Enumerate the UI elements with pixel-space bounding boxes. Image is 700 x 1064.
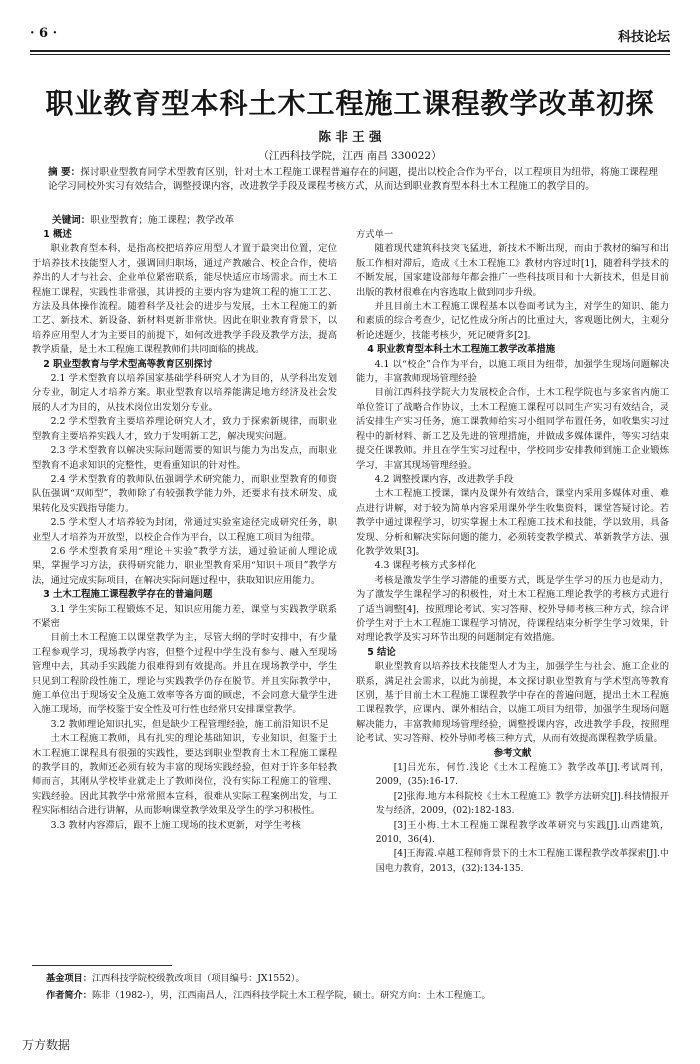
paragraph: 2.5 学术型人才培养较为封闭，常通过实验室途径完成研究任务，职业型人才培养为开放型，以校企合作为平台，以工程施工项目为纽带。 xyxy=(32,517,337,543)
paragraph: 4.1 以“校企”合作为平台，以施工项目为纽带，加强学生现场问题解决能力，丰富教师现场管理经验 xyxy=(356,358,669,385)
abstract-label: 摘 要： xyxy=(48,167,81,178)
paragraph: 2.1 学术型教育以培养国家基础学科研究人才为目的，从学科出发划分专业，制定人才培养方案。职业型教育以培养能满足地方经济及社会发展的人才为目的，从技术岗位出发划分专业。 xyxy=(32,373,337,413)
affiliation: （江西科技学院，江西 南昌 330022） xyxy=(258,150,442,162)
keywords-label: 关键词： xyxy=(52,215,91,226)
paragraph: 随着现代建筑科技突飞猛进，新技术不断出现，而由于教材的编写和出版工作相对滞后，造成《土木工程施工》教材内容过时[1]，随着科学技术的不断发展，国家建设部每年都会推广一些科技项目和十大新技术，但是目前出版的教材很难在内容选取上做到同步升级。 xyxy=(356,243,669,298)
page-number: · 6 · xyxy=(30,26,58,41)
paragraph: 3.2 教师理论知识扎实，但是缺少工程管理经验，施工前沿知识不足 xyxy=(50,718,329,730)
paragraph: 考核是激发学生学习潜能的重要方式，既是学生学习的压力也是动力，为了激发学生课程学习的积极性，对土木工程施工理论教学的考核方式进行了适当调整[4]，按照理论考试、实习答辩、校外导师考核三种方式，综合评价学生对于土木工程施工课程学习情况，待课程结束分析学生学习效果，针对理论教学及实习环节出现的问题制定有效措施。 xyxy=(356,574,669,644)
paragraph: 职业教育型本科，是指高校把培养应用型人才置于最突出位置，定位于培养技术技能型人才，强调回归职场，通过产教融合、校企合作，使培养出的人才与社会、企业单位紧密联系，能尽快适应市场需求。而土木工程施工课程，实践性非常强，其讲授的主要内容为建筑工程的施工工艺、方法及具体操作流程。随着科学及社会的进步与发展，土木工程施工的新工艺、新技术、新设备、新材料更新非常快。因此在职业教育背景下，以培养应用型人才为主要目的前提下，如何改进教学手段及教学方法，提高教学质量，是土木工程施工课程教师们共同面临的挑战。 xyxy=(32,243,337,356)
fund-label: 基金项目： xyxy=(46,973,92,984)
paragraph: 2.4 学术型教育的教师队伍强调学术研究能力，而职业型教育的师资队伍强调“双师型”，教师除了有较强教学能力外，还要求有技术研发、成果转化及实践指导能力。 xyxy=(32,473,337,514)
left-column xyxy=(32,228,337,833)
right-column xyxy=(356,228,669,876)
header-rule-thin xyxy=(30,54,670,55)
abstract xyxy=(48,166,658,194)
reference-item: [1]吕光东，何竹.浅论《土木工程施工》教学改革[J].考试周刊，2009，(35):16-17. xyxy=(375,763,669,788)
fund-text: 江西科技学院校级教改项目（项目编号：JX1552）。 xyxy=(91,973,305,984)
section-heading: 3 土木工程施工课程教学存在的普遍问题 xyxy=(43,589,213,601)
paragraph: 土木工程施工授课，课内及课外有效结合，课堂内采用多媒体对重、难点进行讲解，对于较为简单内容采用课外学生收集资料，课堂答疑讨论。若教学中通过课程学习，切实掌握土木工程施工技术和技能，学以致用，具备发现、分析和解决实际问题的能力，必须转变教学模式、革新教学方法、强化教学效果[3]。 xyxy=(356,488,669,557)
paragraph: 并且目前土木工程施工课程基本以卷面考试为主，对学生的知识、能力和素质的综合考查少，记忆性成分所占的比重过大，客观题比例大，主观分析论述题少，技能考核少，死记硬背多[2]。 xyxy=(356,301,669,341)
page-header xyxy=(30,26,670,46)
keywords xyxy=(52,212,658,226)
paragraph: 目前江西科技学院大力发展校企合作，土木工程学院也与多家省内施工单位签订了战略合作协议，土木工程施工课程可以同生产实习有效结合，灵活安排生产实习任务，施工课教师给实习小组同学布置任务，如收集实习过程中的新材料、新工艺及先进的管理措施，并做成多媒体课件，等实习结束提交任课教师。并且在学生实习过程中，学校同步安排教师到施工企业锻炼学习，丰富其现场管理经验。 xyxy=(356,387,669,471)
paragraph: 目前土木工程施工以课堂教学为主，尽管大纲的学时安排中，有少量工程参观学习，现场教学内容，但整个过程中学生没有参与、融入至现场管理中去，其动手实践能力很难得到有效提高。并且在现场教学中，学生只见到工程阶段性施工，理论与实践教学仍存在脱节。并且实际教学中，施工单位出于现场安全及施工效率等各方面的顾虑，不会同意大量学生进入施工现场，而学校鉴于安全性及可行性也经常只安排课堂教学。 xyxy=(32,632,337,716)
authors: 陈 非 王 强 xyxy=(318,129,382,144)
footnote-fund xyxy=(46,970,670,984)
paragraph: 方式单一 xyxy=(356,229,394,240)
paragraph: 2.3 学术型教育以解决实际问题需要的知识与能力为出发点，而职业型教育不追求知识的完整性，更看重知识的针对性。 xyxy=(32,445,337,471)
paragraph: 职业型教育以培养技术技能型人才为主，加强学生与社会、施工企业的联系，满足社会需求，以此为前提，本文探讨职业型教育与学术型高等教育区别，基于目前土木工程施工课程教学中存在的普遍问题，提出土木工程施工课程教学，应课内、课外相结合，以施工项目为纽带，加强学生现场问题解决能力，丰富教师现场管理经验，调整授课内容，改进教学手段，按照理论考试、实习答辩、校外导师考核三种方式，从而有效提高课程教学质量。 xyxy=(356,661,669,745)
author-label: 作者简介： xyxy=(46,990,92,1001)
footnote-rule xyxy=(32,965,172,966)
reference-item: [4]王海霞.卓越工程师背景下的土木工程施工课程教学改革探索[J].中国电力教育，2013，(32):134-135. xyxy=(375,849,669,874)
paragraph: 土木工程施工教师，具有扎实的理论基础知识，专业知识，但鉴于土木工程施工课程具有很强的实践性，要达到职业型教育土木工程施工课程的教学目的，教师还必须有较为丰富的现场实践经验，但对于许多年轻教师而言，其刚从学校毕业就走上了教师岗位，没有实际工程施工的管理、实践经验。因此其教学中常常照本宣科，很难从实际工程案例出发，与工程实际相结合进行讲解，从而影响课堂教学效果及学生的学习积极性。 xyxy=(32,733,337,817)
paragraph: 2.6 学术型教育采用“理论＋实验”教学方法，通过验证前人理论成果，掌握学习方法，获得研究能力，职业型教育采用“知识＋项目”教学方法，通过完成实际项目，在解决实际问题过程中，获取知识应用能力。 xyxy=(32,545,337,586)
abstract-text: 探讨职业型教育同学术型教育区别，针对土木工程施工课程普遍存在的问题，提出以校企合作为平台，以工程项目为纽带，将施工课程理论学习同校外实习有效结合，调整授课内容，改进教学手段及课程考核方式，从而达到职业教育型本科土木工程施工的教学目的。 xyxy=(48,167,658,192)
keywords-text: 职业型教育；施工课程；教学改革 xyxy=(90,215,235,226)
watermark: 万方数据 xyxy=(22,1038,71,1052)
section-heading: 2 职业型教育与学术型高等教育区别探讨 xyxy=(43,358,213,370)
paragraph: 2.2 学术型教育主要培养理论研究人才，致力于探索新规律，而职业型教育主要培养实践人才，致力于发明新工艺，解决现实问题。 xyxy=(32,416,337,442)
journal-section: 科技论坛 xyxy=(617,30,670,45)
paragraph: 4.2 调整授课内容，改进教学手段 xyxy=(374,473,514,485)
reference-item: [2]张海.地方本科院校《土木工程施工》教学方法研究[J].科技情报开发与经济，2009，(02):182-183. xyxy=(375,791,669,817)
paragraph: 4.3 课程考核方式多样化 xyxy=(374,560,477,572)
section-heading: 参考文献 xyxy=(493,747,532,759)
reference-item: [3]王小梅.土木工程施工课程教学改革研究与实践[J].山西建筑，2010，36(4). xyxy=(375,820,669,846)
section-heading: 1 概述 xyxy=(43,229,72,240)
author-text: 陈非（1982-），男，江西南昌人，江西科技学院土木工程学院，硕士。研究方向：土木工程施工。 xyxy=(91,990,491,1001)
paragraph: 3.3 教材内容滞后，跟不上施工现场的技术更新，对学生考核 xyxy=(50,819,301,831)
paragraph: 3.1 学生实际工程锻炼不足，知识应用能力差，课堂与实践教学联系不紧密 xyxy=(32,603,337,629)
article-title: 职业教育型本科土木工程施工课程教学改革初探 xyxy=(45,87,655,120)
section-heading: 4 职业教育型本科土木工程施工教学改革措施 xyxy=(367,344,556,356)
header-rule xyxy=(30,50,670,52)
section-heading: 5 结论 xyxy=(367,646,396,658)
footnote-author xyxy=(46,987,670,1001)
